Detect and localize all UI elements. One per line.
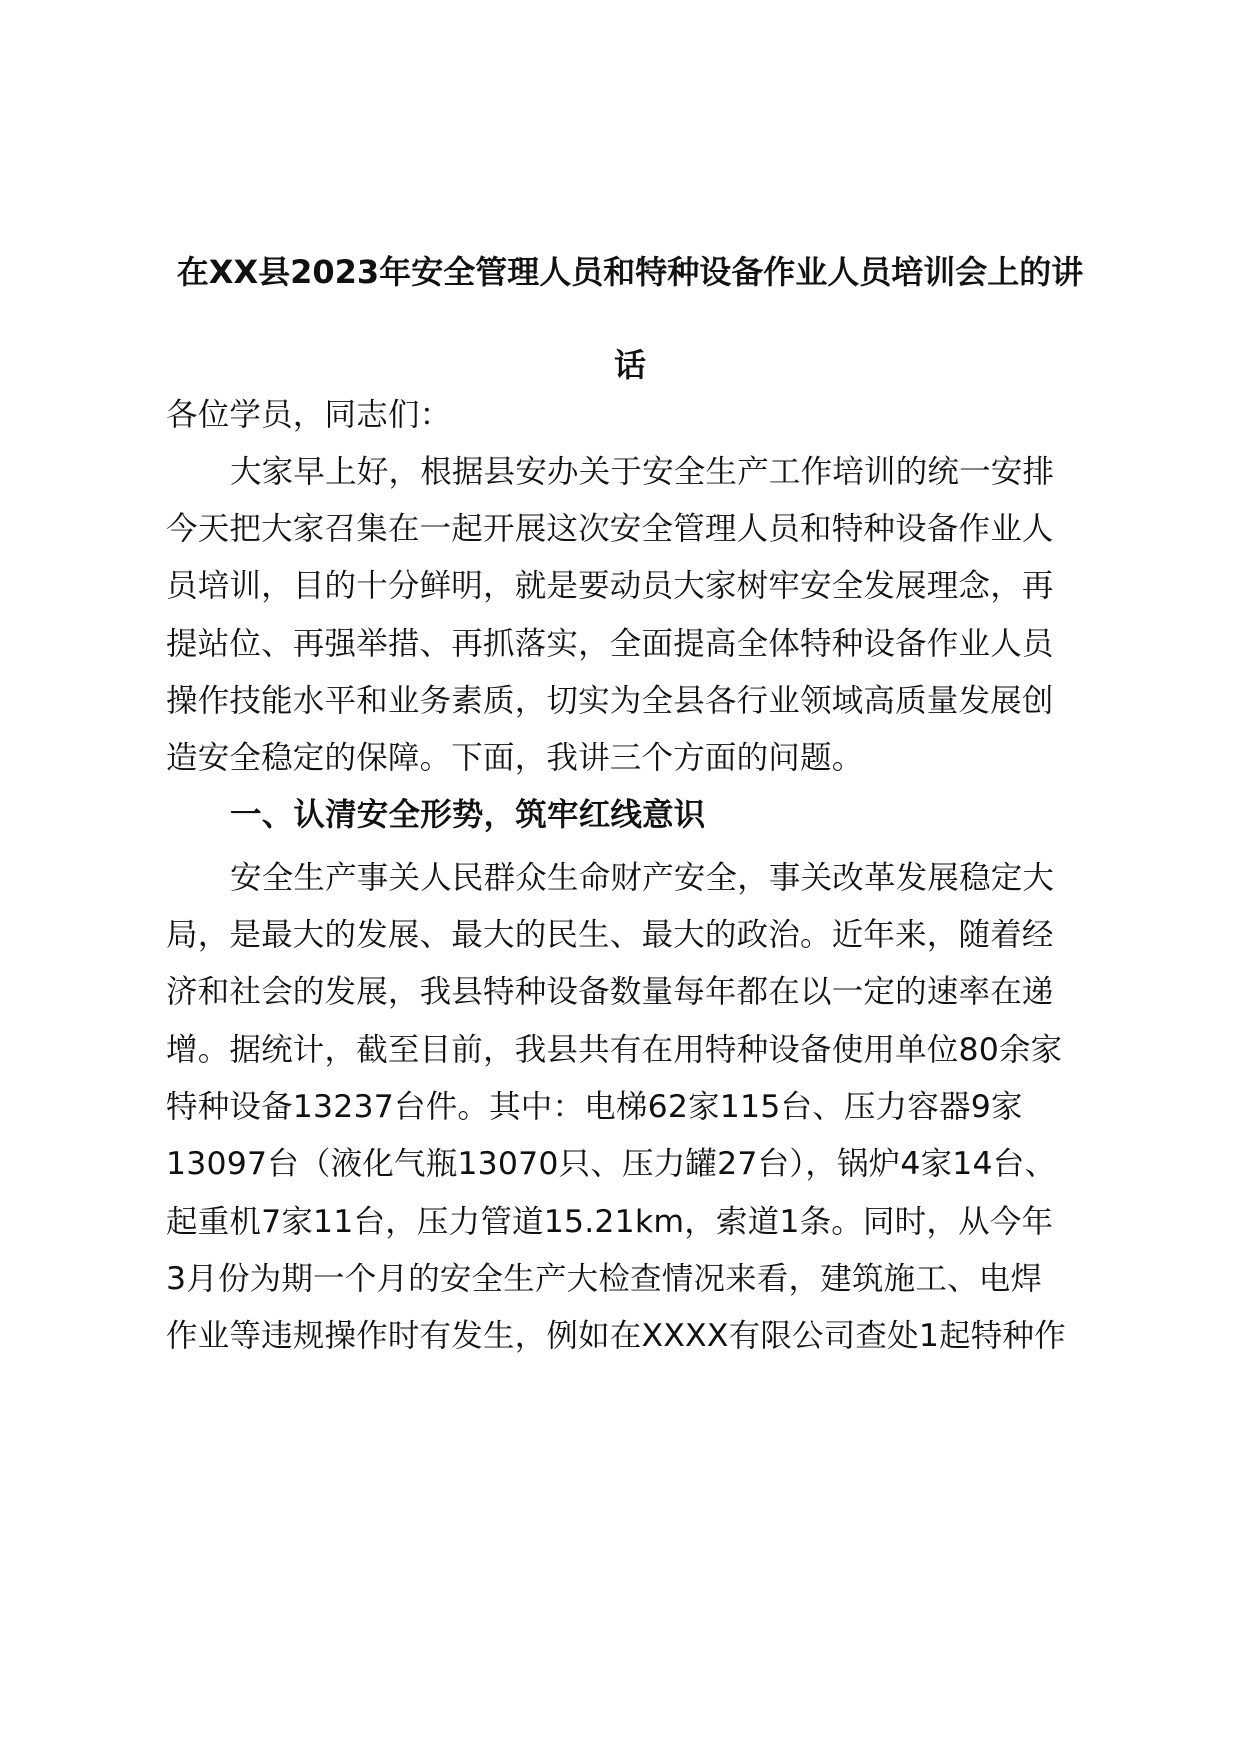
document-title-line-2: 话 (613, 346, 646, 384)
paragraph-line: 安全生产事关人民群众生命财产安全，事关改革发展稳定大 (230, 860, 1055, 896)
paragraph-line: 济和社会的发展，我县特种设备数量每年都在以一定的速率在递 (166, 974, 1054, 1010)
section-heading: 一、认清安全形势，筑牢红线意识 (230, 797, 706, 833)
paragraph-line: 作业等违规操作时有发生，例如在XXXX有限公司查处1起特种作 (166, 1318, 1066, 1354)
salutation: 各位学员，同志们： (166, 397, 452, 433)
paragraph-line: 员培训，目的十分鲜明，就是要动员大家树牢安全发展理念，再 (166, 568, 1054, 604)
paragraph-line: 局，是最大的发展、最大的民生、最大的政治。近年来，随着经 (166, 917, 1054, 953)
paragraph-line: 今天把大家召集在一起开展这次安全管理人员和特种设备作业人 (166, 511, 1054, 547)
paragraph-line: 操作技能水平和业务素质，切实为全县各行业领域高质量发展创 (166, 683, 1054, 719)
document-title-line-1: 在XX县2023年安全管理人员和特种设备作业人员培训会上的讲 (176, 253, 1084, 291)
paragraph-line: 提站位、再强举措、再抓落实，全面提高全体特种设备作业人员 (166, 626, 1054, 662)
paragraph-line: 3月份为期一个月的安全生产大检查情况来看，建筑施工、电焊 (166, 1261, 1043, 1297)
paragraph-line: 特种设备13237台件。其中：电梯62家115台、压力容器9家 (166, 1089, 1023, 1125)
paragraph-line: 造安全稳定的保障。下面，我讲三个方面的问题。 (166, 740, 864, 776)
paragraph-line: 增。据统计，截至目前，我县共有在用特种设备使用单位80余家 (166, 1032, 1063, 1068)
paragraph-line: 13097台（液化气瓶13070只、压力罐27台），锅炉4家14台、 (166, 1146, 1057, 1182)
paragraph-line: 大家早上好，根据县安办关于安全生产工作培训的统一安排 (230, 454, 1055, 490)
paragraph-line: 起重机7家11台，压力管道15.21km，索道1条。同时，从今年 (166, 1204, 1054, 1240)
